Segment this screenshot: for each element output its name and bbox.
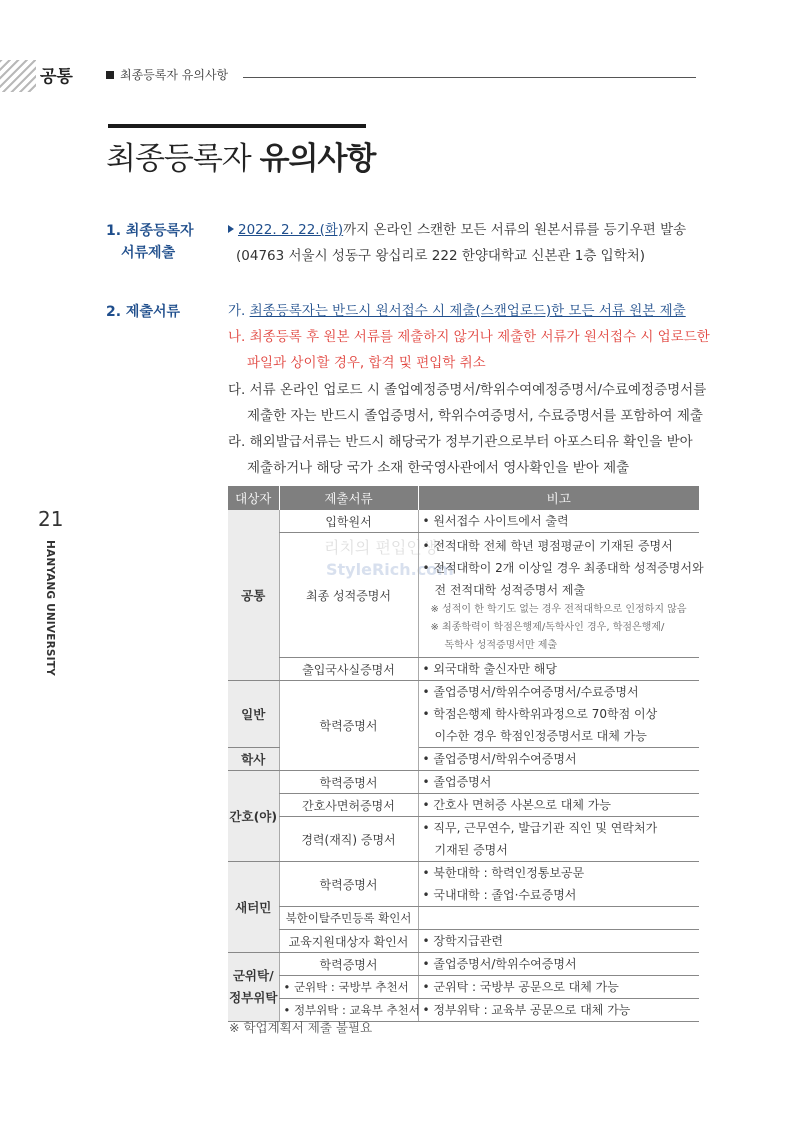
- table-row: [228, 533, 699, 658]
- item-ga-text: 최종등록자는 반드시 원서접수 시 제출(스캔업로드)한 모든 서류 원본 제출: [249, 303, 686, 319]
- table-row: [228, 976, 699, 999]
- note-line: • 원서접수 사이트에서 출력: [422, 514, 569, 528]
- section1-heading: [106, 220, 194, 264]
- table-row: [228, 794, 699, 817]
- note-cell: [418, 976, 699, 999]
- university-name-vertical: HANYANG UNIVERSITY: [44, 540, 56, 676]
- header-hatch-decoration: [0, 60, 36, 92]
- page-title-bold: 유의사항: [259, 141, 376, 177]
- table-row: [228, 510, 699, 533]
- note-cell: [418, 748, 699, 771]
- watermark-text: 리치의 편입인생: [324, 538, 438, 557]
- table-header-row: [228, 486, 699, 510]
- note-line: • 졸업증명서/학위수여증명서: [422, 957, 577, 971]
- documents-table: [228, 486, 704, 1022]
- table-row: [228, 817, 699, 862]
- square-bullet-icon: [106, 71, 114, 79]
- header-subtitle: 최종등록자 유의사항: [120, 68, 229, 82]
- note-line: • 전적대학 전체 학년 평점평균이 기재된 증명서: [422, 539, 673, 553]
- note-small: ※ 성적이 한 학기도 없는 경우 전적대학으로 인정하지 않음: [430, 604, 687, 615]
- note-cell: [418, 817, 699, 862]
- note-cell: [418, 533, 704, 658]
- doc-cell: 최종 성적증명서: [279, 533, 418, 658]
- doc-cell: 북한이탈주민등록 확인서: [279, 907, 418, 930]
- group-common: 공통: [228, 510, 279, 681]
- page-number: 21: [38, 507, 64, 531]
- table-row: [228, 658, 699, 681]
- table-row: [228, 681, 699, 748]
- group-bachelor: 학사: [228, 748, 279, 771]
- item-ga: [228, 298, 686, 324]
- note-small: 독학사 성적증명서만 제출: [444, 640, 558, 651]
- note-cell: [418, 771, 699, 794]
- group-military-line2: 정부위탁: [229, 990, 278, 1005]
- table-row: [228, 907, 699, 930]
- group-nursing: 간호(야): [228, 771, 279, 862]
- section1-address: (04763 서울시 성동구 왕십리로 222 한양대학교 신본관 1층 입학처): [236, 248, 646, 264]
- item-da-line2: 제출한 자는 반드시 졸업증명서, 학위수여증명서, 수료증명서를 포함하여 제출: [247, 408, 703, 424]
- note-line: • 외국대학 출신자만 해당: [422, 662, 557, 676]
- section1-line1-rest: 까지 온라인 스캔한 모든 서류의 원본서류를 등기우편 발송: [343, 222, 687, 238]
- note-line: 기재된 증명서: [434, 843, 508, 857]
- header-target: 대상자: [228, 486, 279, 510]
- note-cell: [418, 658, 699, 681]
- header-divider: [243, 77, 696, 78]
- doc-cell: • 정부위탁 : 교육부 추천서: [279, 999, 418, 1022]
- header-documents: 제출서류: [279, 486, 418, 510]
- title-rule: [108, 124, 366, 128]
- header-remarks: 비고: [418, 486, 699, 510]
- page-title: [106, 133, 375, 178]
- note-line: • 전적대학이 2개 이상일 경우 최종대학 성적증명서와: [422, 561, 704, 575]
- group-general: 일반: [228, 681, 279, 748]
- doc-cell: 학력증명서: [279, 771, 418, 794]
- footnote: ※ 학업계획서 제출 불필요: [229, 1020, 373, 1035]
- item-ra-line2: 제출하거나 해당 국가 소재 한국영사관에서 영사확인을 받아 제출: [247, 460, 630, 476]
- note-line: • 정부위탁 : 교육부 공문으로 대체 가능: [422, 1003, 631, 1017]
- item-ra-line1: 라. 해외발급서류는 반드시 해당국가 정부기관으로부터 아포스티유 확인을 받아: [228, 434, 693, 450]
- item-na-line2: 파일과 상이할 경우, 합격 및 편입학 취소: [247, 355, 486, 371]
- note-cell: [418, 510, 699, 533]
- item-na-line1: 나. 최종등록 후 원본 서류를 제출하지 않거나 제출한 서류가 원서접수 시 업로드한: [228, 329, 710, 345]
- group-defector: 새터민: [228, 862, 279, 953]
- note-cell: [418, 681, 699, 748]
- note-line: • 군위탁 : 국방부 공문으로 대체 가능: [422, 980, 619, 994]
- note-cell: [418, 930, 699, 953]
- table-row: [228, 953, 699, 976]
- table-row: [228, 862, 699, 907]
- doc-cell: 학력증명서: [279, 953, 418, 976]
- section2-heading: 2. 제출서류: [106, 304, 181, 320]
- note-line: • 장학지급관련: [422, 934, 503, 948]
- section1-heading-line2: 서류제출: [121, 245, 176, 261]
- page-title-normal: 최종등록자: [106, 141, 260, 177]
- doc-cell: 경력(재직) 증명서: [279, 817, 418, 862]
- note-line: • 국내대학 : 졸업·수료증명서: [422, 888, 577, 902]
- note-line: • 북한대학 : 학력인정통보공문: [422, 866, 585, 880]
- note-line: • 졸업증명서/학위수여증명서/수료증명서: [422, 685, 639, 699]
- table-row: [228, 930, 699, 953]
- note-cell: [418, 862, 699, 907]
- doc-cell: 입학원서: [279, 510, 418, 533]
- doc-cell: • 군위탁 : 국방부 추천서: [279, 976, 418, 999]
- note-line: • 학점은행제 학사학위과정으로 70학점 이상: [422, 707, 658, 721]
- note-line: • 간호사 면허증 사본으로 대체 가능: [422, 798, 611, 812]
- note-line: • 직무, 근무연수, 발급기관 직인 및 연락처가: [422, 821, 658, 835]
- doc-cell: 교육지원대상자 확인서: [279, 930, 418, 953]
- item-ga-prefix: 가.: [228, 303, 250, 319]
- header-section-label: 공통: [40, 67, 73, 87]
- note-cell: [418, 794, 699, 817]
- doc-cell: 학력증명서: [279, 862, 418, 907]
- doc-cell: 간호사면허증명서: [279, 794, 418, 817]
- doc-cell: 출입국사실증명서: [279, 658, 418, 681]
- note-line: 전 전적대학 성적증명서 제출: [434, 583, 586, 597]
- note-line: • 졸업증명서/학위수여증명서: [422, 752, 577, 766]
- note-cell: [418, 907, 699, 930]
- table-row: [228, 771, 699, 794]
- group-military-line1: 군위탁/: [232, 968, 274, 983]
- item-da-line1: 다. 서류 온라인 업로드 시 졸업예정증명서/학위수여예정증명서/수료예정증명서를: [228, 382, 707, 398]
- section1-heading-line1: 1. 최종등록자: [106, 223, 194, 239]
- section1-line1: [228, 217, 686, 243]
- note-line: 이수한 경우 학점인정증명서로 대체 가능: [434, 729, 647, 743]
- group-military: [228, 953, 279, 1022]
- note-cell: [418, 953, 699, 976]
- note-small: ※ 최종학력이 학점은행제/독학사인 경우, 학점은행제/: [430, 622, 665, 633]
- note-cell: [418, 999, 699, 1022]
- doc-cell: 학력증명서: [279, 681, 418, 771]
- triangle-arrow-icon: [228, 225, 234, 233]
- watermark-site: StyleRich.com: [326, 560, 454, 579]
- submission-deadline: 2022. 2. 22.(화): [238, 222, 344, 238]
- note-line: • 졸업증명서: [422, 775, 492, 789]
